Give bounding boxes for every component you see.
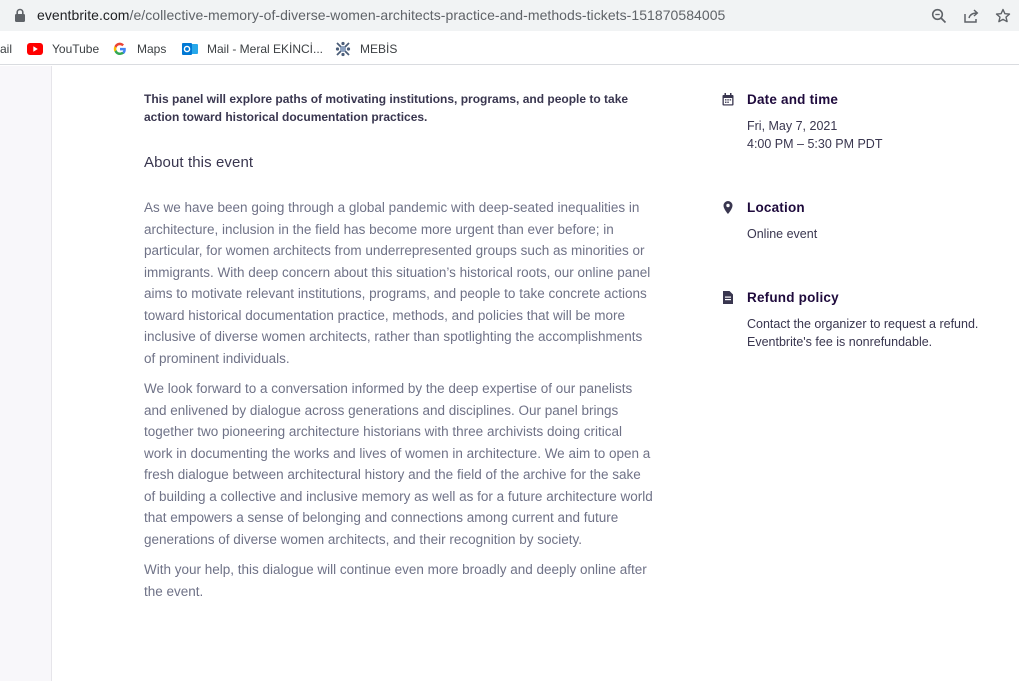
bookmark-label: Maps <box>137 42 167 56</box>
lock-icon[interactable] <box>14 8 26 22</box>
bookmark-item-mebis[interactable] <box>335 40 397 58</box>
refund-line: Eventbrite's fee is nonrefundable. <box>747 335 933 349</box>
zoom-icon[interactable] <box>923 4 955 28</box>
bookmark-item-mail[interactable] <box>182 40 323 58</box>
description-paragraph: As we have been going through a global pandemic with deep-seated inequalities in architecture, inclusion in the field has become more urgent than ever before; in particular, for women architects from underrepresented groups such as minorities or immigrants. With deep concern about this situation’s historical roots, our online panel aims to motivate relevant institutions, programs, and people to take concrete actions toward historical documentation practice, methods, and policies that will be more inclusive of diverse women architects, rather than spotlighting the accomplishments of prominent individuals. <box>144 200 651 366</box>
description-paragraph: With your help, this dialogue will continue even more broadly and deeply online after the event. <box>144 562 647 599</box>
bookmark-label: MEBİS <box>360 42 398 56</box>
bookmarks-bar <box>0 31 1019 65</box>
url-domain: eventbrite.com <box>37 7 130 23</box>
event-summary: This panel will explore paths of motivating institutions, programs, and people to take action toward historical documentation practices. <box>144 92 629 124</box>
left-gutter <box>0 66 52 681</box>
address-bar <box>0 0 1019 31</box>
mebis-icon <box>335 41 351 57</box>
event-location: Online event <box>747 227 818 241</box>
bookmark-item-gmail[interactable] <box>0 40 12 58</box>
bookmark-item-maps[interactable] <box>112 40 166 58</box>
url-path: /e/collective-memory-of-diverse-women-architects-practice-and-methods-tickets-151870584005 <box>129 7 726 23</box>
refund-policy-section <box>722 288 1012 351</box>
event-date: Fri, May 7, 2021 <box>747 119 838 133</box>
youtube-icon <box>27 41 43 57</box>
event-description <box>144 197 654 611</box>
outlook-icon <box>182 41 198 57</box>
bookmark-item-youtube[interactable] <box>27 40 99 58</box>
bookmark-star-icon[interactable] <box>987 4 1019 28</box>
google-icon <box>112 41 128 57</box>
bookmark-label: YouTube <box>52 42 100 56</box>
refund-line: Contact the organizer to request a refund. <box>747 317 979 331</box>
share-icon[interactable] <box>955 4 987 28</box>
location-title: Location <box>747 199 805 215</box>
location-pin-icon <box>722 200 734 214</box>
about-title: About this event <box>144 154 254 171</box>
refund-policy-title: Refund policy <box>747 289 839 305</box>
event-time: 4:00 PM – 5:30 PM PDT <box>747 137 883 151</box>
date-time-section <box>722 90 1012 153</box>
document-icon <box>722 290 734 304</box>
bookmark-label: Mail - Meral EKİNCİ... <box>207 42 324 56</box>
location-section <box>722 198 1012 243</box>
description-paragraph: We look forward to a conversation informed by the deep expertise of our panelists and enlivened by dialogue across generations and disciplines. Our panel brings together two pioneering architecture historians with three archivists doing critical work in documenting the works and lives of women in architecture. We aim to open a fresh dialogue between architectural history and the field of the archive for the sake of building a collective and inclusive memory as well as for a future architecture world that empowers a sense of belonging and connections among current and future generations of diverse women architects, and their recognition by society. <box>144 381 653 547</box>
omnibox[interactable] <box>0 0 1019 31</box>
event-page <box>0 66 1019 681</box>
url-text[interactable] <box>37 7 725 23</box>
date-time-title: Date and time <box>747 91 839 107</box>
bookmark-label: ail <box>0 42 13 56</box>
calendar-icon <box>722 92 734 106</box>
